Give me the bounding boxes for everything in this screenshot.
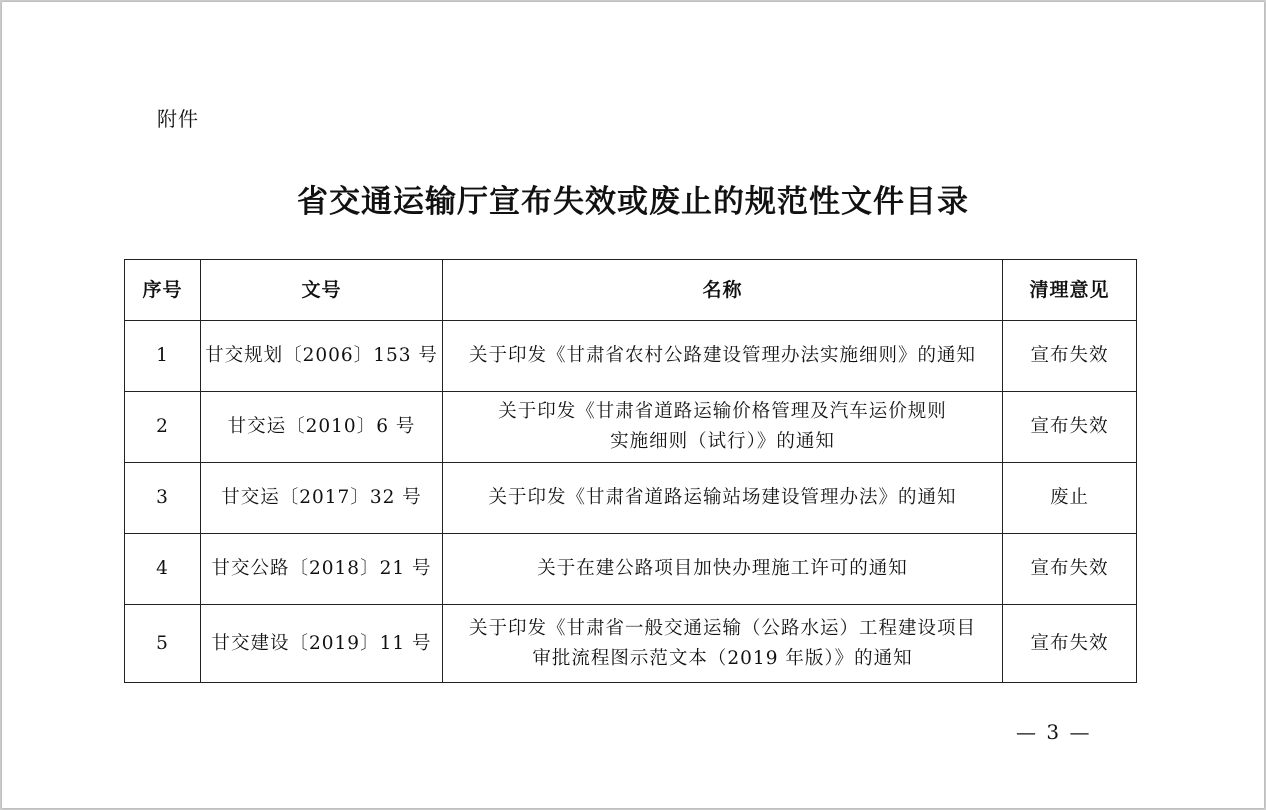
attachment-label: 附件 <box>157 107 199 131</box>
name-line: 关于印发《甘肃省道路运输站场建设管理办法》的通知 <box>488 487 957 508</box>
name-line: 关于印发《甘肃省农村公路建设管理办法实施细则》的通知 <box>468 345 976 366</box>
document-page <box>2 2 1264 808</box>
cell-name <box>443 321 1003 392</box>
cell-seq: 5 <box>125 605 201 683</box>
name-line: 实施细则（试行）》的通知 <box>610 431 835 452</box>
cell-seq: 2 <box>125 392 201 463</box>
catalog-table <box>124 259 1137 683</box>
cell-opinion: 宣布失效 <box>1003 605 1137 683</box>
name-line: 关于印发《甘肃省道路运输价格管理及汽车运价规则 <box>498 401 947 422</box>
cell-doc-number: 甘交运〔2017〕32 号 <box>201 463 443 534</box>
cell-opinion: 宣布失效 <box>1003 321 1137 392</box>
cell-doc-number: 甘交公路〔2018〕21 号 <box>201 534 443 605</box>
cell-name <box>443 463 1003 534</box>
cell-doc-number: 甘交运〔2010〕6 号 <box>201 392 443 463</box>
table-row <box>125 321 1137 392</box>
name-line: 关于印发《甘肃省一般交通运输（公路水运）工程建设项目 <box>468 617 976 639</box>
cell-doc-number: 甘交建设〔2019〕11 号 <box>201 605 443 683</box>
header-seq: 序号 <box>125 260 201 321</box>
cell-seq: 1 <box>125 321 201 392</box>
name-line: 审批流程图示范文本（2019 年版）》的通知 <box>532 647 913 669</box>
cell-opinion: 废止 <box>1003 463 1137 534</box>
cell-seq: 3 <box>125 463 201 534</box>
table-row <box>125 605 1137 683</box>
cell-doc-number: 甘交规划〔2006〕153 号 <box>201 321 443 392</box>
cell-opinion: 宣布失效 <box>1003 392 1137 463</box>
header-doc-number: 文号 <box>201 260 443 321</box>
header-opinion: 清理意见 <box>1003 260 1137 321</box>
table-header-row <box>125 260 1137 321</box>
table-row <box>125 534 1137 605</box>
cell-opinion: 宣布失效 <box>1003 534 1137 605</box>
header-name: 名称 <box>443 260 1003 321</box>
cell-name <box>443 392 1003 463</box>
name-line: 关于在建公路项目加快办理施工许可的通知 <box>537 558 908 579</box>
table-row <box>125 463 1137 534</box>
document-title: 省交通运输厅宣布失效或废止的规范性文件目录 <box>297 184 969 220</box>
cell-name <box>443 534 1003 605</box>
cell-seq: 4 <box>125 534 201 605</box>
table-row <box>125 392 1137 463</box>
page-number: — 3 — <box>1016 720 1092 744</box>
cell-name <box>443 605 1003 683</box>
